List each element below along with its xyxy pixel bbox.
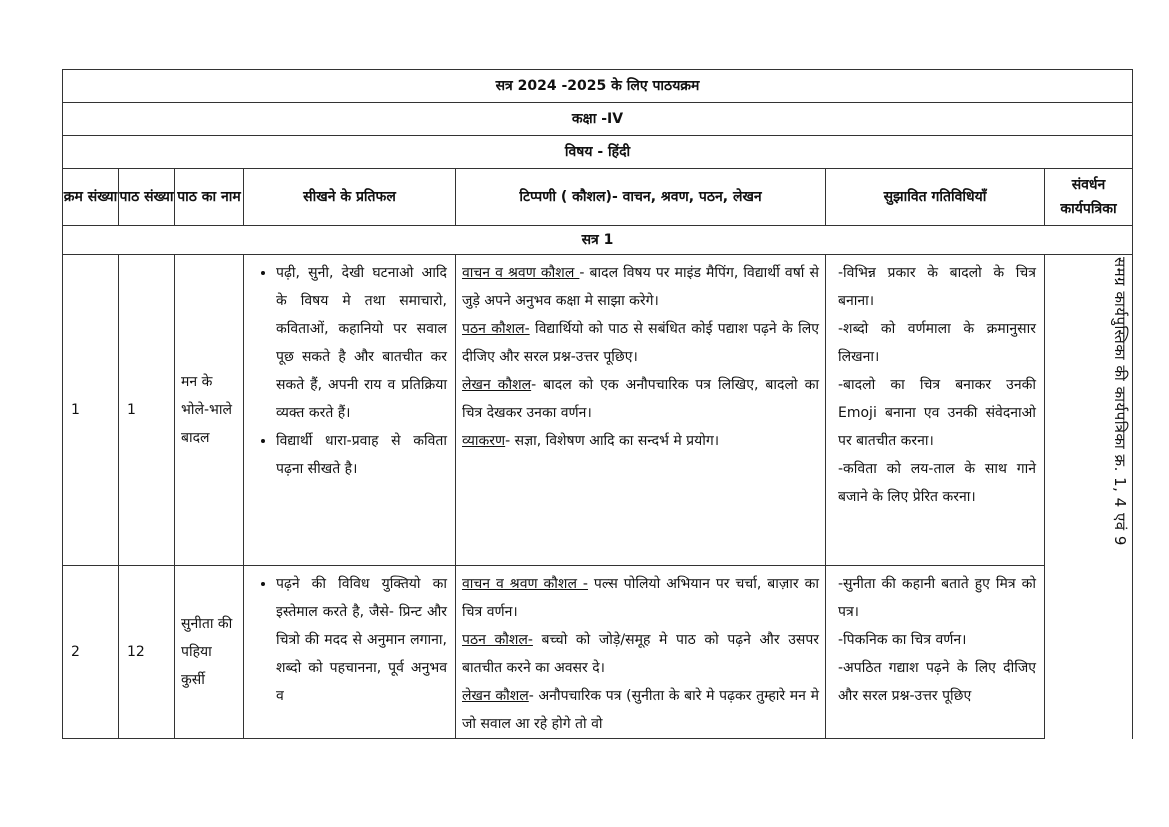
skill-text: - बादल विषय पर माइंड मैपिंग, विद्यार्थी वर्षा से जुड़े अपने अनुभव कक्षा मे साझा करेगे।: [462, 265, 819, 309]
subject-label: विषय - हिंदी: [63, 136, 1133, 169]
lesson-no-cell: 1: [119, 255, 175, 566]
note-item: [462, 315, 819, 371]
skill-text: पल्स पोलियो अभियान पर चर्चा, बाज़ार का चित्र वर्णन।: [462, 576, 819, 620]
syllabus-page: [62, 69, 1132, 739]
activity-item: -अपठित गद्याश पढ़ने के लिए दीजिए और सरल प्रश्न-उत्तर पूछिए: [838, 660, 1036, 704]
col-activities-header: सुझावित गतिविधियाँ: [826, 169, 1045, 226]
note-item: [462, 427, 819, 455]
col-outcomes-header: सीखने के प्रतिफल: [244, 169, 456, 226]
note-item: [462, 259, 819, 315]
activities-cell: [826, 255, 1045, 566]
serial-cell: 2: [63, 566, 119, 739]
notes-cell: [456, 255, 826, 566]
outcomes-cell: [244, 255, 456, 566]
syllabus-table: [62, 69, 1133, 739]
notes-cell: [456, 566, 826, 739]
skill-text: - अनौपचारिक पत्र (सुनीता के बारे मे पढ़कर तुम्हारे मन मे जो सवाल आ रहे होगे तो वो: [462, 688, 819, 732]
activity-item: -विभिन्न प्रकार के बादलो के चित्र बनाना।: [838, 265, 1036, 309]
serial-cell: 1: [63, 255, 119, 566]
skill-text: - बादल को एक अनौपचारिक पत्र लिखिए, बादलो का चित्र देखकर उनका वर्णन।: [462, 377, 819, 421]
activities-cell: [826, 566, 1045, 739]
outcome-item: • पढ़ने की विविध युक्तियो का इस्तेमाल करते है, जैसे- प्रिन्ट और चित्रो की मदद से अनुमान लगाना, शब्दो को पहचानना, पूर्व अनुभव व: [276, 570, 447, 710]
skill-label: पठन कौशल-: [462, 321, 530, 337]
activity-item: -शब्दो को वर्णमाला के क्रमानुसार लिखना।: [838, 321, 1036, 365]
syllabus-title: सत्र 2024 -2025 के लिए पाठयक्रम: [63, 70, 1133, 103]
lesson-no-cell: 12: [119, 566, 175, 739]
skill-label: लेखन कौशल: [462, 688, 529, 704]
note-item: [462, 626, 819, 682]
class-label: कक्षा -IV: [63, 103, 1133, 136]
skill-label: पठन कौशल-: [462, 632, 533, 648]
outcome-item: • विद्यार्थी धारा-प्रवाह से कविता पढ़ना सीखते है।: [276, 427, 447, 483]
outcome-item: • पढ़ी, सुनी, देखी घटनाओ आदि के विषय मे तथा समाचारो, कविताओं, कहानियो पर सवाल पूछ सकते है और बातचीत कर सकते हैं, अपनी राय व प्रतिक्रिया व्यक्त करते हैं।: [276, 259, 447, 427]
table-row: [63, 566, 1133, 739]
note-item: [462, 682, 819, 738]
skill-label: वाचन व श्रवण कौशल -: [462, 576, 588, 592]
session-label: सत्र 1: [63, 226, 1133, 255]
activity-item: -सुनीता की कहानी बताते हुए मित्र को पत्र।: [838, 576, 1036, 620]
lesson-name-cell: मन के भोले-भाले बादल: [175, 255, 244, 566]
col-lesson-name-header: पाठ का नाम: [175, 169, 244, 226]
skill-text: - सज्ञा, विशेषण आदि का सन्दर्भ मे प्रयोग।: [505, 433, 720, 449]
note-item: [462, 371, 819, 427]
skill-text: बच्चो को जोड़े/समूह मे पाठ को पढ़ने और उसपर बातचीत करने का अवसर दे।: [462, 632, 820, 676]
col-notes-header: टिप्पणी ( कौशल)- वाचन, श्रवण, पठन, लेखन: [456, 169, 826, 226]
col-lesson-no-header: पाठ संख्या: [119, 169, 175, 226]
skill-label: लेखन कौशल: [462, 377, 532, 393]
skill-label: वाचन व श्रवण कौशल: [462, 265, 580, 281]
table-row: [63, 255, 1133, 566]
col-enrichment-header: संवर्धन कार्यपत्रिका: [1045, 169, 1133, 226]
skill-text: विद्यार्थियो को पाठ से सबंधित कोई पद्याश पढ़ने के लिए दीजिए और सरल प्रश्न-उत्तर पूछिए।: [462, 321, 819, 365]
lesson-name-cell: सुनीता की पहिया कुर्सी: [175, 566, 244, 739]
skill-label: व्याकरण: [462, 433, 506, 449]
note-item: [462, 570, 819, 626]
col-serial-header: क्रम संख्या: [63, 169, 119, 226]
enrichment-text: समग्र कार्यपुस्तिका की कार्यपत्रिका क्र. 1, 4 एवं 9: [1111, 257, 1129, 546]
enrichment-cell: [1045, 255, 1133, 739]
activity-item: -पिकनिक का चित्र वर्णन।: [838, 632, 967, 648]
activity-item: -बादलो का चित्र बनाकर उनकी Emoji बनाना एव उनकी संवेदनाओ पर बातचीत करना।: [838, 377, 1036, 449]
activity-item: -कविता को लय-ताल के साथ गाने बजाने के लिए प्रेरित करना।: [838, 461, 1036, 505]
outcomes-cell: [244, 566, 456, 739]
